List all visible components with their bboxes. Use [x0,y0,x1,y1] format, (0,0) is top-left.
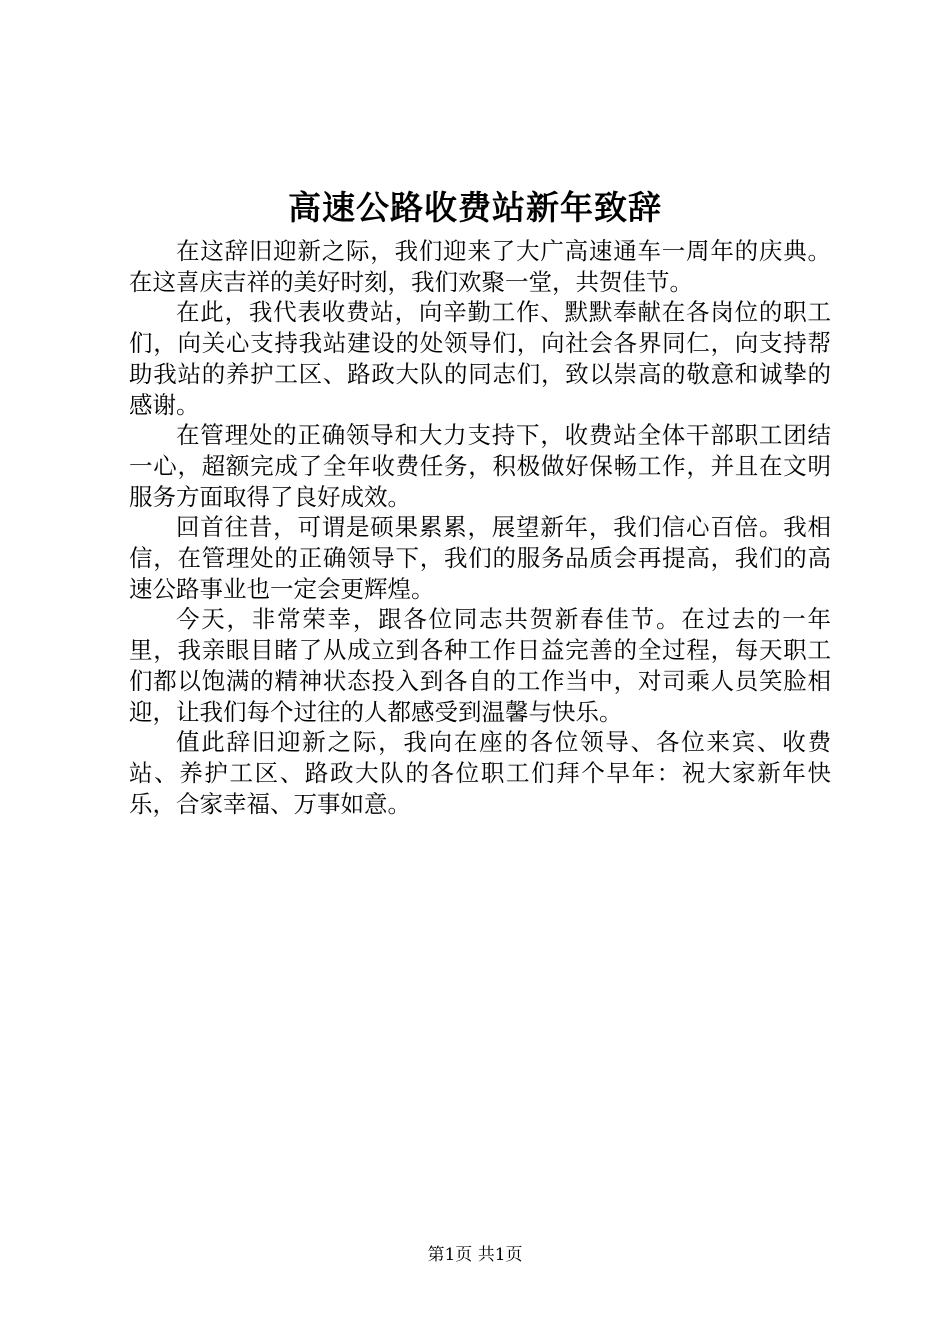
paragraph-4: 回首往昔，可谓是硕果累累，展望新年，我们信心百倍。我相信，在管理处的正确领导下，我们的服务品质会再提高，我们的高速公路事业也一定会更辉煌。 [129,513,831,603]
document-title: 高速公路收费站新年致辞 [288,188,662,227]
document-body [129,236,831,819]
page-number-footer: 第1页 共1页 [427,1245,523,1265]
paragraph-1: 在这辞旧迎新之际，我们迎来了大广高速通车一周年的庆典。在这喜庆吉祥的美好时刻，我们欢聚一堂，共贺佳节。 [129,237,831,296]
paragraph-3: 在管理处的正确领导和大力支持下，收费站全体干部职工团结一心，超额完成了全年收费任务，积极做好保畅工作，并且在文明服务方面取得了良好成效。 [129,421,831,511]
paragraph-6: 值此辞旧迎新之际，我向在座的各位领导、各位来宾、收费站、养护工区、路政大队的各位职工们拜个早年：祝大家新年快乐，合家幸福、万事如意。 [129,728,831,818]
paragraph-5: 今天，非常荣幸，跟各位同志共贺新春佳节。在过去的一年里，我亲眼目睹了从成立到各种工作日益完善的全过程，每天职工们都以饱满的精神状态投入到各自的工作当中，对司乘人员笑脸相迎，让我们每个过往的人都感受到温馨与快乐。 [129,605,831,726]
paragraph-2: 在此，我代表收费站，向辛勤工作、默默奉献在各岗位的职工们，向关心支持我站建设的处领导们，向社会各界同仁，向支持帮助我站的养护工区、路政大队的同志们，致以崇高的敬意和诚挚的感谢。 [129,298,831,419]
